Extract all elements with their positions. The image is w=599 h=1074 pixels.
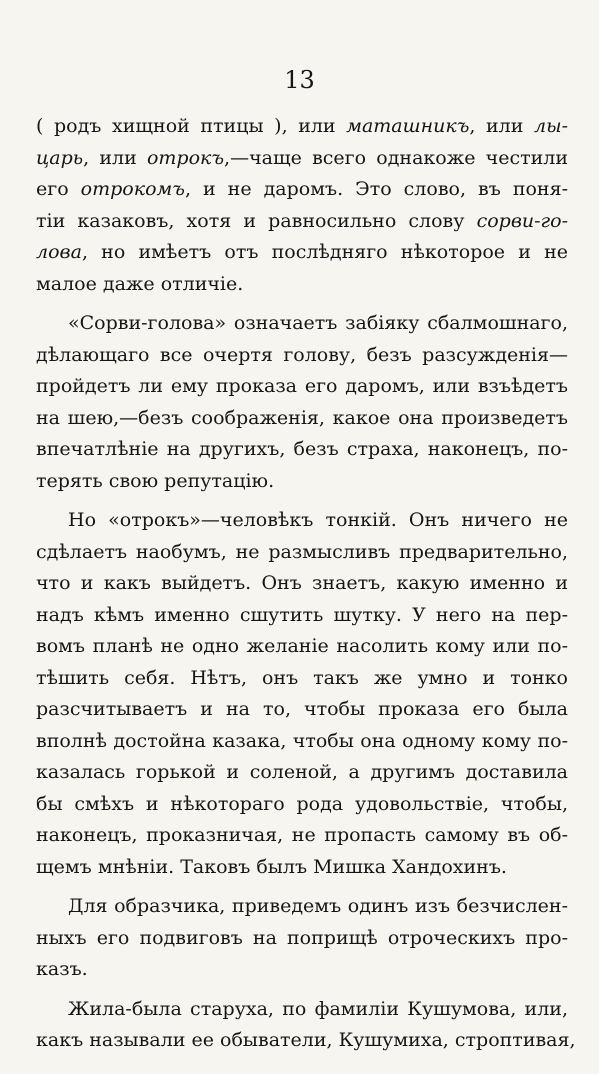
text-run: Для образчика, приведемъ одинъ изъ безчислен- xyxy=(68,895,568,917)
text-run: какъ называли ее обыватели, Кушумиха, строптивая, xyxy=(36,1029,576,1051)
italic-term: лова xyxy=(36,241,82,263)
text-line xyxy=(36,694,568,726)
text-run: малое даже отличіе. xyxy=(36,272,244,295)
text-run: бы смѣхъ и нѣкотораго рода удовольствіе, чтобы, xyxy=(36,792,568,815)
text-run: Но «отрокъ»—человѣкъ тонкій. Онъ ничего не xyxy=(68,509,568,531)
text-run: ( родъ хищной птицы ), или xyxy=(36,115,347,137)
text-line xyxy=(36,371,568,403)
italic-term: маташникъ xyxy=(346,115,470,137)
text-line xyxy=(36,954,568,986)
text-run: ,—чаще всего однакоже честили xyxy=(224,146,568,169)
text-run: дѣлающаго все очертя голову, безъ разсужденія— xyxy=(36,343,568,366)
text-run: вомъ планѣ не одно желаніе насолить кому или по- xyxy=(36,635,568,657)
text-run: его xyxy=(36,178,81,200)
text-run: , или xyxy=(83,146,147,169)
text-run: терять свою репутацію. xyxy=(36,469,275,492)
paragraph xyxy=(36,111,568,300)
paragraph-gap xyxy=(36,883,568,891)
text-line xyxy=(36,631,568,663)
text-line xyxy=(36,600,568,632)
text-line xyxy=(36,663,568,695)
text-line xyxy=(36,434,568,466)
text-run: казалась горькой и соленой, а другимъ доставила xyxy=(36,761,568,783)
body-text xyxy=(36,111,576,1057)
italic-term: лы- xyxy=(534,115,568,137)
text-run: впечатлѣніе на другихъ, безъ страха, наконецъ, по- xyxy=(36,438,568,460)
text-line xyxy=(36,537,568,569)
paragraph-gap xyxy=(36,986,568,994)
paragraph xyxy=(36,308,568,497)
text-line xyxy=(36,852,568,884)
paragraph-gap xyxy=(36,497,568,505)
text-run: на шею,—безъ соображенія, какое она произведетъ xyxy=(36,406,568,429)
text-line xyxy=(36,891,568,923)
text-line xyxy=(36,789,568,821)
text-line xyxy=(36,206,568,238)
page-number: 13 xyxy=(284,66,315,94)
text-run: , и не даромъ. Это слово, въ поня- xyxy=(184,178,568,200)
text-run: сдѣлаетъ наобумъ, не размысливъ предварительно, xyxy=(36,540,568,563)
text-run: надъ кѣмъ именно сшутить шутку. У него на пер- xyxy=(36,603,568,626)
italic-term: отрокомъ xyxy=(80,178,185,200)
text-run: Жила-была старуха, по фамиліи Кушумова, или, xyxy=(68,997,568,1020)
text-line xyxy=(36,757,568,789)
text-line xyxy=(36,111,568,143)
italic-term: сорви-го- xyxy=(476,209,568,232)
text-line xyxy=(36,726,568,758)
text-run: , но имѣетъ отъ послѣдняго нѣкоторое и не xyxy=(81,241,568,263)
text-line xyxy=(36,568,568,600)
text-line xyxy=(36,237,568,269)
text-line xyxy=(36,466,568,498)
text-run: наконецъ, проказничая, не пропасть самому въ об- xyxy=(36,824,568,846)
paragraph xyxy=(36,994,576,1057)
text-line xyxy=(36,340,568,372)
text-line xyxy=(36,403,568,435)
italic-term: царь xyxy=(36,146,84,169)
text-line xyxy=(36,1025,576,1057)
paragraph xyxy=(36,505,568,883)
text-run: ныхъ его подвиговъ на поприщѣ отроческихъ про- xyxy=(36,926,568,949)
text-run: щемъ мнѣніи. Таковъ былъ Мишка Хандохинъ. xyxy=(36,855,507,878)
italic-term: отрокъ xyxy=(146,146,225,169)
text-line xyxy=(36,308,568,340)
text-line xyxy=(36,143,568,175)
text-line xyxy=(36,820,568,852)
text-line xyxy=(36,174,568,206)
text-line xyxy=(36,994,568,1026)
text-run: вполнѣ достойна казака, чтобы она одному кому по- xyxy=(36,729,568,752)
text-run: тѣшить себя. Нѣтъ, онъ такъ же умно и тонко xyxy=(36,666,568,689)
text-line xyxy=(36,269,568,301)
text-run: казъ. xyxy=(36,958,88,980)
text-run: тіи казаковъ, хотя и равносильно слову xyxy=(36,209,477,232)
text-run: что и какъ выйдетъ. Онъ знаетъ, какую именно и xyxy=(36,572,568,594)
paragraph xyxy=(36,891,568,986)
text-run: пройдетъ ли ему проказа его даромъ, или взъѣдетъ xyxy=(36,375,568,397)
paragraph-gap xyxy=(36,300,568,308)
text-line xyxy=(36,923,568,955)
text-run: , или xyxy=(469,115,534,137)
text-line xyxy=(36,505,568,537)
text-run: разсчитываетъ и на то, чтобы проказа его была xyxy=(36,698,568,720)
text-run: «Сорви-голова» означаетъ забіяку сбалмошнаго, xyxy=(68,312,568,334)
